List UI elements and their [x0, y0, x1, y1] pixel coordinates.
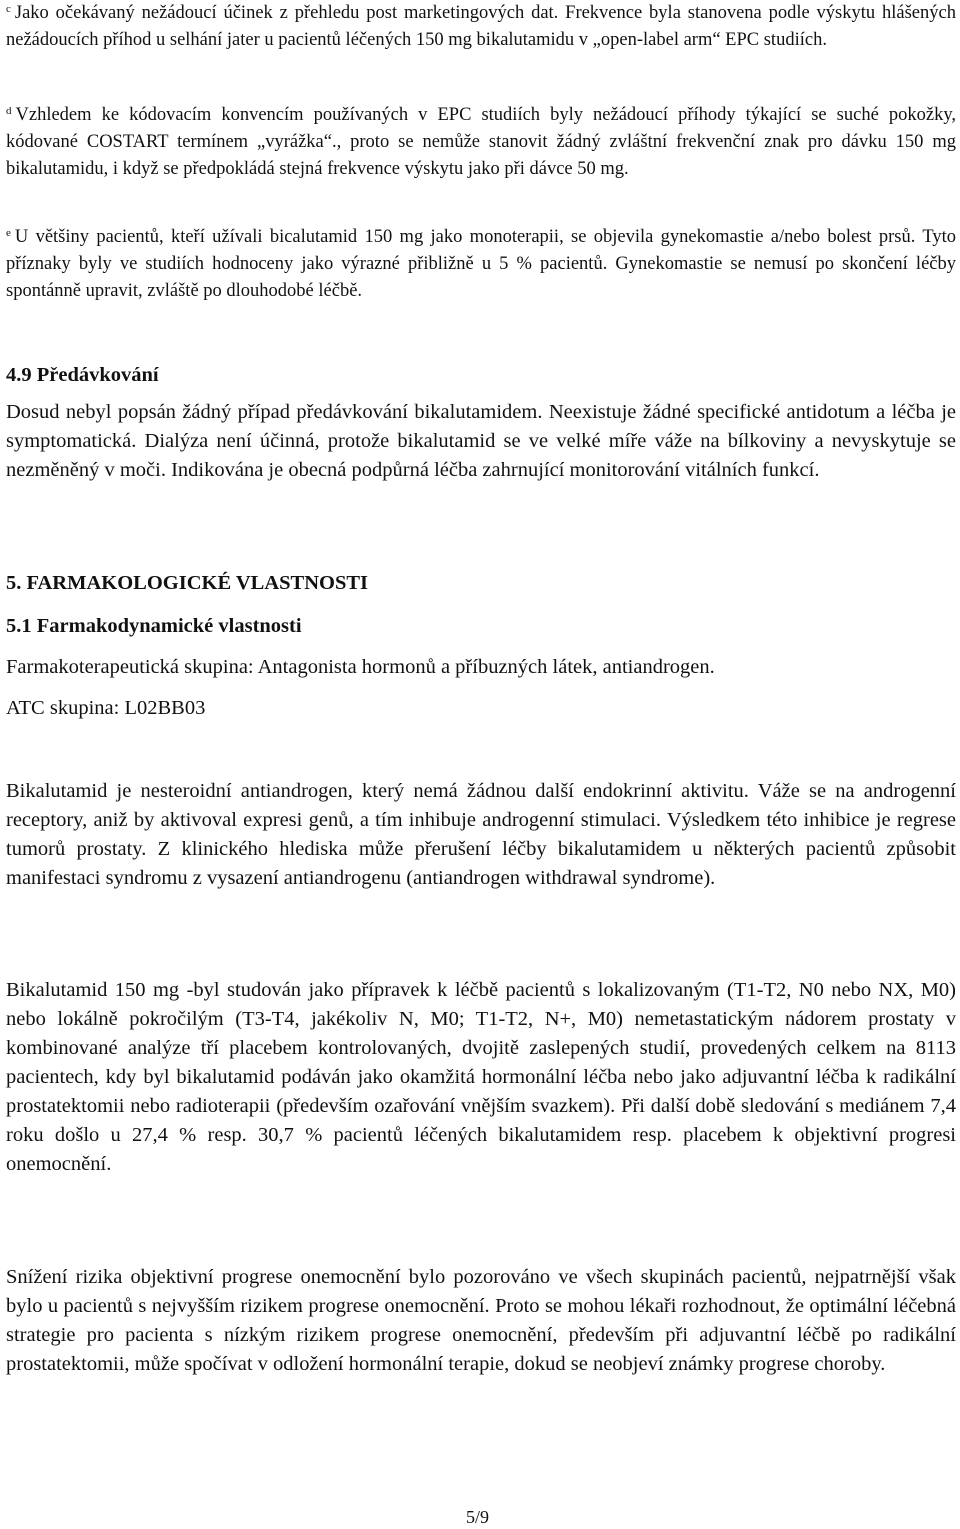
footnote-text: U většiny pacientů, kteří užívali bicalutamid 150 mg jako monoterapii, se objevila gynekomastie a/nebo bolest prsů. Tyto příznaky byly ve studiích hodnoceny jako výrazné přibližně u 5 % pacientů. Gynekomastie se nemusí po skončení léčby spontánně upravit, zvláště po dlouhodobé léčbě. — [6, 227, 956, 301]
footnote-text: Vzhledem ke kódovacím konvencím používaných v EPC studiích byly nežádoucí příhody týkající se suché pokožky, kódované COSTART termínem „vyrážka“., proto se nemůže stanovit žádný zvláštní frekvenční znak pro dávku 150 mg bikalutamidu, i když se předpokládá stejná frekvence výskytu jako při dávce 50 mg. — [6, 105, 956, 179]
footnote-marker: d — [6, 105, 12, 117]
mechanism-paragraph: Bikalutamid je nesteroidní antiandrogen, který nemá žádnou další endokrinní aktivitu. Váže se na androgenní receptory, aniž by aktivoval expresi genů, a tím inhibuje androgenní stimulaci. Výsledkem této inhibice je regrese tumorů prostaty. Z klinického hlediska může přerušení léčby bikalutamidem u některých pacientů způsobit manifestaci syndromu z vysazení antiandrogenu (antiandrogen withdrawal syndrome). — [6, 780, 956, 889]
section-heading-5-1: 5.1 Farmakodynamické vlastnosti — [6, 615, 302, 637]
footnote-d — [6, 102, 956, 183]
document-page — [6, 0, 956, 1529]
overdose-paragraph: Dosud nebyl popsán žádný případ předávkování bikalutamidem. Neexistuje žádné specifické antidotum a léčba je symptomatická. Dialýza není účinná, protože bikalutamid se ve velké míře váže na bílkoviny a nevyskytuje se nezměněný v moči. Indikována je obecná podpůrná léčba zahrnující monitorování vitálních funkcí. — [6, 401, 956, 481]
clinical-study-paragraph: Bikalutamid 150 mg -byl studován jako přípravek k léčbě pacientů s lokalizovaným (T1-T2, N0 nebo NX, M0) nebo lokálně pokročilým (T3-T4, jakékoliv N, M0; T1-T2, N+, M0) nemetastatickým nádorem prostaty v kombinované analýze tří placebem kontrolovaných, dvojitě zaslepených studií, provedených celkem na 8113 pacientech, kdy byl bikalutamid podáván jako okamžitá hormonální léčba nebo jako adjuvantní léčba k radikální prostatektomii nebo radioterapii (především ozařování vnějším svazkem). Při další době sledování s mediánem 7,4 roku došlo u 27,4 % resp. 30,7 % pacientů léčených bikalutamidem resp. placebem k objektivní progresi onemocnění. — [6, 979, 956, 1175]
atc-code: ATC skupina: L02BB03 — [6, 697, 206, 719]
footnote-e — [6, 224, 956, 305]
footnote-marker: c — [6, 3, 11, 15]
pharmacotherapeutic-group: Farmakoterapeutická skupina: Antagonista hormonů a příbuzných látek, antiandrogen. — [6, 656, 715, 678]
page-number: 5/9 — [466, 1507, 490, 1527]
section-heading-4-9: 4.9 Předávkování — [6, 364, 159, 386]
section-heading-5: 5. FARMAKOLOGICKÉ VLASTNOSTI — [6, 572, 369, 594]
footnote-marker: e — [6, 227, 11, 239]
footnote-c — [6, 0, 956, 54]
footnote-text: Jako očekávaný nežádoucí účinek z přehledu post marketingových dat. Frekvence byla stanovena podle výskytu hlášených nežádoucích příhod u selhání jater u pacientů léčených 150 mg bikalutamidu v „open-label arm“ EPC studiích. — [6, 3, 956, 50]
risk-reduction-paragraph: Snížení rizika objektivní progrese onemocnění bylo pozorováno ve všech skupinách pacientů, nejpatrnější však bylo u pacientů s nejvyšším rizikem progrese onemocnění. Proto se mohou lékaři rozhodnout, že optimální léčebná strategie pro pacienta s nízkým rizikem progrese onemocnění, především při adjuvantní léčbě po radikální prostatektomii, může spočívat v odložení hormonální terapie, dokud se neobjeví známky progrese choroby. — [6, 1266, 956, 1375]
